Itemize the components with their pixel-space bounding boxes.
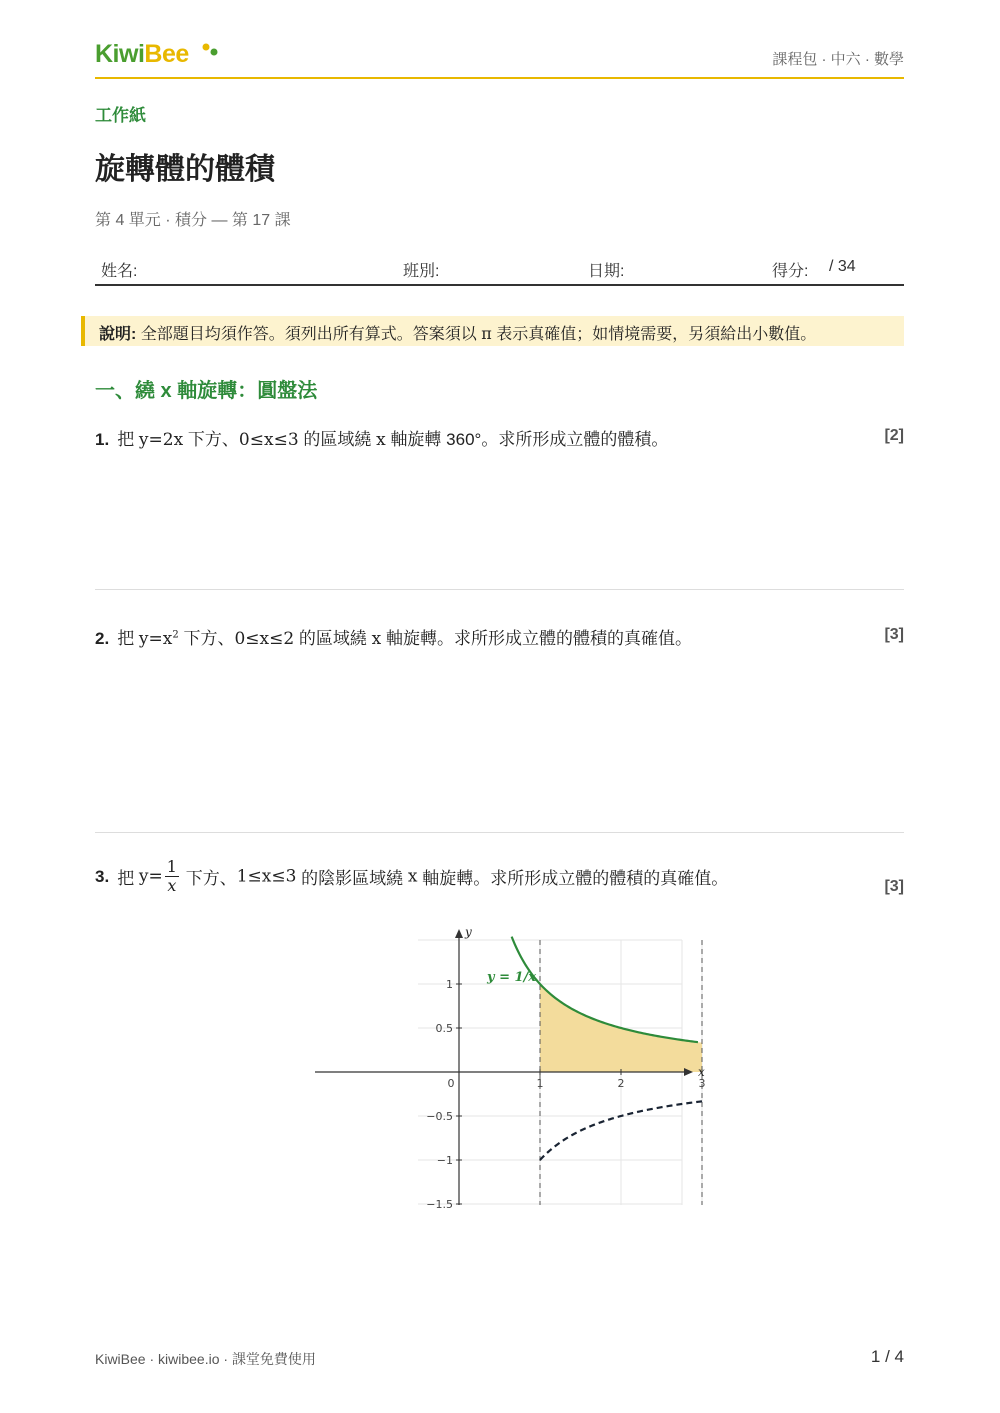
answer-space-divider xyxy=(95,832,904,833)
header-course-meta: 課程包 · 中六 · 數學 xyxy=(772,51,904,68)
score-label: 得分: xyxy=(772,263,809,280)
x-tick-label: 2 xyxy=(617,1077,625,1090)
instructions-text-1: 全部題目均須作答。須列出所有算式。答案須以 xyxy=(140,326,477,343)
question-number: 1. xyxy=(95,430,110,449)
y-tick-label: 1 xyxy=(446,978,453,991)
answer-space-divider xyxy=(95,589,904,590)
x-axis-label: x xyxy=(698,1065,705,1079)
class-label: 班別: xyxy=(403,263,440,280)
question-text: 軸旋轉 360°。求所形成立體的體積。 xyxy=(390,430,669,449)
question-text: 的陰影區域繞 xyxy=(301,869,404,888)
question-number: 2. xyxy=(95,629,110,648)
question-text: 軸旋轉。求所形成立體的體積的真確值。 xyxy=(422,869,729,888)
y-tick-label: −1 xyxy=(436,1154,453,1167)
math-expression: 1≤x≤3 xyxy=(236,866,297,887)
page-number: 1 / 4 xyxy=(870,1347,904,1366)
y-tick-label: −0.5 xyxy=(426,1110,453,1123)
y-tick-label: 0.5 xyxy=(435,1022,453,1035)
fraction-denominator: x xyxy=(167,876,177,895)
worksheet-page xyxy=(95,0,904,1413)
name-label: 姓名: xyxy=(101,263,138,280)
math-expression: y=2x xyxy=(138,430,184,450)
question-marks: [2] xyxy=(884,427,904,444)
student-info-row xyxy=(95,256,904,284)
info-divider xyxy=(95,284,904,286)
question-text: 下方、 xyxy=(187,430,239,449)
math-variable: x xyxy=(371,629,382,649)
page-subtitle: 第 4 單元 · 積分 — 第 17 課 xyxy=(95,212,291,229)
question-3 xyxy=(95,858,904,895)
y-axis-label: y xyxy=(465,925,472,939)
question-text: 下方、 xyxy=(185,869,237,888)
math-expression xyxy=(139,629,179,649)
x-tick-label: 3 xyxy=(698,1077,705,1090)
question-marks: [3] xyxy=(884,878,904,895)
instructions-text-2: 表示真確值；如情境需要，另須給出小數值。 xyxy=(496,326,817,343)
date-label: 日期: xyxy=(588,263,625,280)
question-text: 把 xyxy=(117,629,135,648)
math-variable: x xyxy=(407,866,418,887)
question-text: 下方、 xyxy=(183,629,235,648)
math-fraction xyxy=(165,858,179,895)
question-number: 3. xyxy=(95,866,110,886)
y-tick-label: −1.5 xyxy=(426,1198,453,1211)
math-expression: 0≤x≤3 xyxy=(238,430,299,450)
page-title: 旋轉體的體積 xyxy=(95,153,275,186)
question-text: 的區域繞 xyxy=(303,430,372,449)
math-expression: 0≤x≤2 xyxy=(234,629,295,649)
function-graph xyxy=(315,925,705,1215)
worksheet-label: 工作紙 xyxy=(95,106,146,125)
question-1 xyxy=(95,425,904,450)
math-exponent: 2 xyxy=(172,629,179,641)
math-variable: x xyxy=(376,430,386,450)
question-text: 把 xyxy=(117,430,135,449)
brand-bee-text: Bee xyxy=(144,40,189,68)
question-marks: [3] xyxy=(884,626,904,643)
curve-label: y = 1/x xyxy=(487,970,537,985)
math-base: y=x xyxy=(138,629,173,649)
instructions-label: 說明: xyxy=(99,326,137,343)
instructions-box xyxy=(81,316,904,346)
logo-dots-icon xyxy=(201,42,225,58)
section-heading: 一、繞 x 軸旋轉：圓盤法 xyxy=(95,380,318,402)
header-divider xyxy=(95,77,904,79)
question-text: 把 xyxy=(117,869,135,888)
x-tick-label: 1 xyxy=(536,1077,544,1090)
question-text: 的區域繞 xyxy=(298,629,367,648)
brand-logo xyxy=(95,40,189,69)
pi-symbol: π xyxy=(481,324,492,343)
math-expression: y= xyxy=(138,866,163,887)
fraction-numerator: 1 xyxy=(166,857,177,876)
question-2 xyxy=(95,624,904,649)
question-text: 軸旋轉。求所形成立體的體積的真確值。 xyxy=(385,629,692,648)
score-total: / 34 xyxy=(829,258,856,275)
y-axis-arrow-icon xyxy=(455,929,463,938)
footer-source: KiwiBee · kiwibee.io · 課堂免費使用 xyxy=(95,1351,316,1367)
x-tick-label: 0 xyxy=(447,1077,455,1090)
brand-kiwi-text: Kiwi xyxy=(95,40,145,68)
